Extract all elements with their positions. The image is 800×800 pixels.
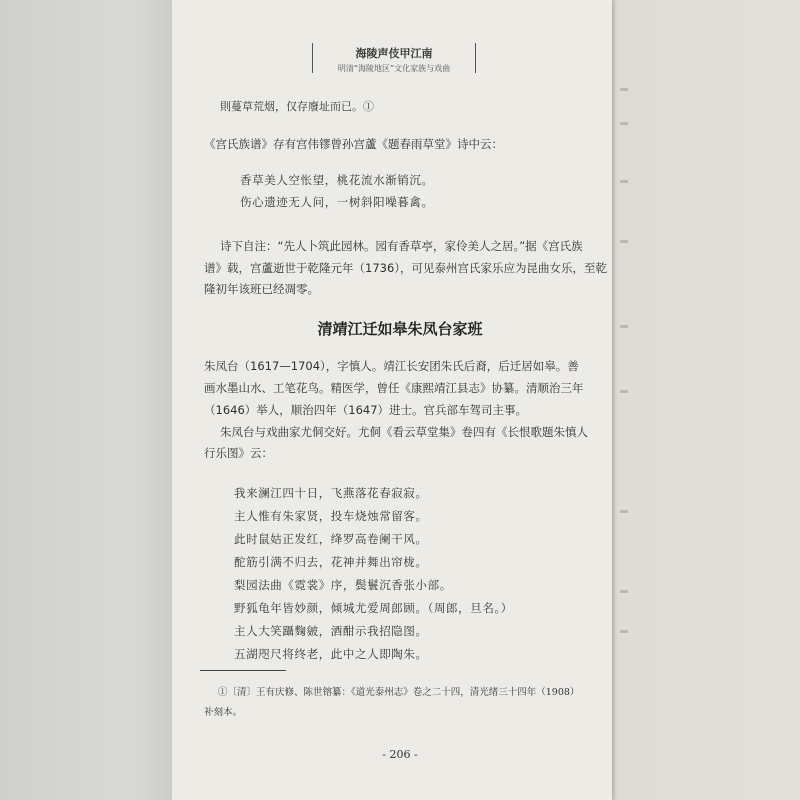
poem-line: 我来澜江四十日，飞燕落花春寂寂。 [234,486,428,500]
text-line: 画水墨山水、工笔花鸟。精医学，曾任《康熙靖江县志》协纂。清顺治三年 [204,381,584,395]
text-line: 谱》载，宫蘆逝世于乾隆元年（1736），可见泰州宫氏家乐应为昆曲女乐，至乾 [204,261,608,275]
text-line: 則蔓草荒烟，仅存廢址而已。① [220,100,374,113]
poem-line: 野狐龟年皆妙颜，倾城尤爱周郎顾。（周郎，旦名。） [234,601,513,615]
poem-line: 香草美人空怅望，桃花流水渐销沉。 [240,173,434,187]
section-heading: 清靖江迁如皋朱凤台家班 [317,320,483,338]
text-line: 《宫氏族谱》存有宫伟镠曾孙宫蘆《题春雨草堂》诗中云： [204,137,503,151]
footnote-rule [200,670,286,671]
text-line: 朱凤台（1617—1704），字慎人。靖江长安团朱氏后裔，后迁居如皋。善 [204,359,579,373]
footnote-line: ①〔清〕王有庆修、陈世镕纂：《道光泰州志》卷之二十四，清光绪三十四年（1908） [218,687,580,698]
page-number: - 206 - [382,748,418,761]
text-line: （1646）举人，顺治四年（1647）进士。官兵部车驾司主事。 [204,403,528,417]
text-line: 行乐图》云： [204,446,273,460]
footnote-line: 补刻本。 [204,707,243,718]
text-line: 朱凤台与戏曲家尤侗交好。尤侗《看云草堂集》卷四有《长恨歌题朱慎人 [220,425,588,439]
running-header-title: 海陵声伎甲江南 [355,47,433,60]
poem-line: 主人大笑躡麴皴，酒酣示我招隐图。 [234,624,428,638]
running-header-subtitle: 明清“海陵地区”文化家族与戏曲 [337,64,451,73]
book-page [172,0,612,800]
desk-background [0,0,185,800]
poem-line: 此时鼠姑正发红，绛罗高卷阑干风。 [234,532,428,546]
poem-line: 梨园法曲《霓裳》序，鬓鬟沉香张小部。 [234,578,452,592]
poem-line: 伤心遗迹无人问，一树斜阳噪暮禽。 [240,195,434,209]
text-line: 诗下自注：“先人卜筑此园林。园有香草亭，家伶美人之居。”据《宫氏族 [220,239,583,253]
facing-page [596,0,800,800]
poem-line: 主人惟有朱家贤，投车烧烛常留客。 [234,509,428,523]
text-line: 隆初年该班已经凋零。 [204,282,319,296]
poem-line: 五湖咫尺将终老，此中之人即陶朱。 [234,647,428,661]
poem-line: 酡筋引满不归去，花神并舞出帘栊。 [234,555,428,569]
running-header [312,43,476,73]
